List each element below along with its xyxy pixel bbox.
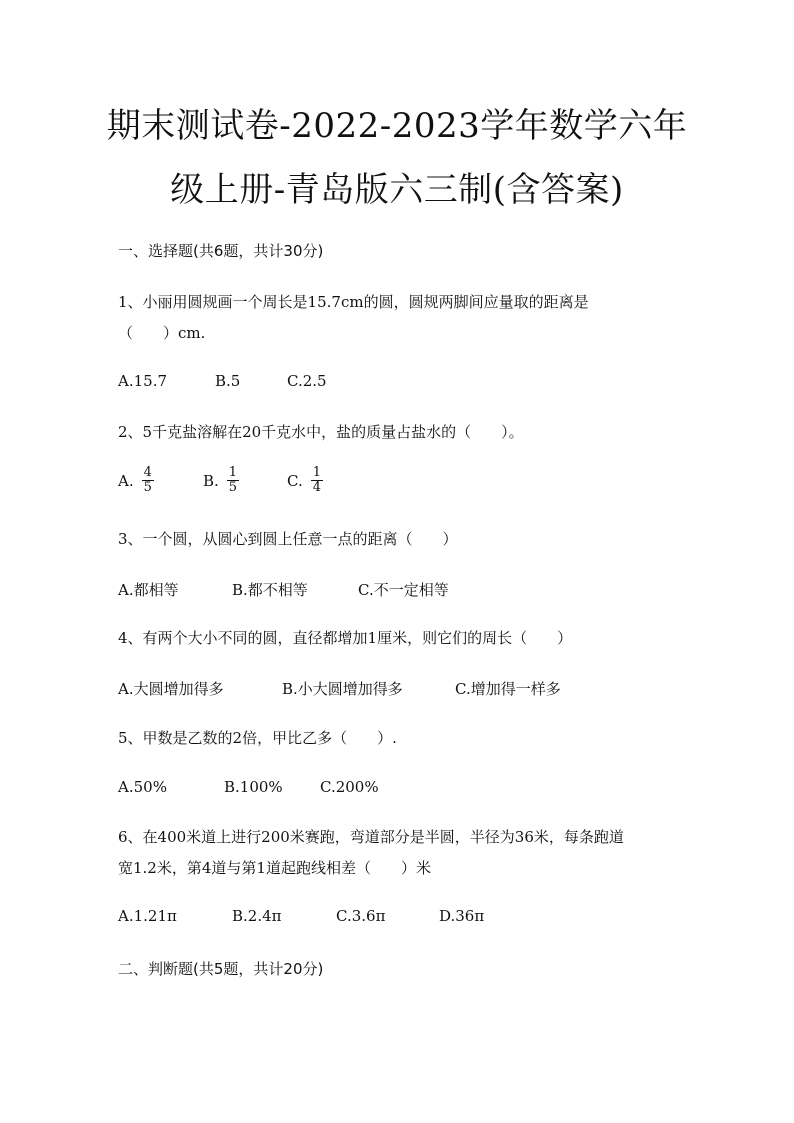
q3-option-c: C.不一定相等: [358, 581, 449, 599]
question-6-text-cont: 宽1.2米，第4道与第1道起跑线相差（ ）米: [118, 859, 431, 877]
question-5-text: 5、甲数是乙数的2倍，甲比乙多（ ）.: [118, 729, 397, 747]
q5-option-a: A.50%: [118, 778, 167, 796]
section-heading-choice: 一、选择题(共6题，共计30分): [118, 242, 324, 260]
q2-option-c-fraction: [311, 466, 323, 495]
question-6-text: 6、在400米道上进行200米赛跑，弯道部分是半圆，半径为36米，每条跑道: [118, 828, 624, 846]
question-3-text: 3、一个圆，从圆心到圆上任意一点的距离（ ）: [118, 530, 458, 548]
question-2-text: 2、5千克盐溶解在20千克水中，盐的质量占盐水的（ ）。: [118, 423, 524, 441]
page-title-line-1: 期末测试卷-2022-2023学年数学六年: [106, 106, 688, 146]
question-1-text: 1、小丽用圆规画一个周长是15.7cm的圆，圆规两脚间应量取的距离是: [118, 293, 589, 311]
q6-option-d: D.36π: [439, 907, 485, 925]
q5-option-c: C.200%: [320, 778, 379, 796]
q2-option-b-label: B.: [203, 471, 219, 490]
q2-option-a-label: A.: [118, 471, 134, 490]
q3-option-b: B.都不相等: [232, 581, 308, 599]
q2-option-a-fraction: [142, 466, 154, 495]
q2-option-a: [118, 466, 154, 495]
q4-option-c: C.增加得一样多: [455, 680, 561, 698]
q2-option-c-label: C.: [287, 471, 303, 490]
q6-option-b: B.2.4π: [232, 907, 282, 925]
section-heading-judge: 二、判断题(共5题，共计20分): [118, 960, 324, 978]
q2-option-b-fraction: [227, 466, 239, 495]
q6-option-a: A.1.21π: [118, 907, 177, 925]
q3-option-a: A.都相等: [118, 581, 179, 599]
q1-option-b: B.5: [215, 372, 241, 390]
q2-option-c-numerator: 1: [312, 465, 321, 480]
q2-option-a-numerator: 4: [143, 465, 152, 480]
q4-option-b: B.小大圆增加得多: [282, 680, 403, 698]
q6-option-c: C.3.6π: [336, 907, 386, 925]
question-1-text-cont: （ ）cm.: [118, 324, 206, 342]
question-4-text: 4、有两个大小不同的圆，直径都增加1厘米，则它们的周长（ ）: [118, 629, 573, 647]
q2-option-c-denominator: 4: [312, 480, 321, 495]
q1-option-c: C.2.5: [287, 372, 327, 390]
q5-option-b: B.100%: [224, 778, 283, 796]
q2-option-a-denominator: 5: [143, 480, 152, 495]
q1-option-a: A.15.7: [118, 372, 167, 390]
q2-option-b-denominator: 5: [228, 480, 238, 495]
q2-option-b: [203, 466, 239, 495]
page-title-line-2: 级上册-青岛版六三制(含答案): [170, 170, 624, 210]
q2-option-b-numerator: 1: [228, 465, 238, 480]
q4-option-a: A.大圆增加得多: [118, 680, 224, 698]
q2-option-c: [287, 466, 323, 495]
